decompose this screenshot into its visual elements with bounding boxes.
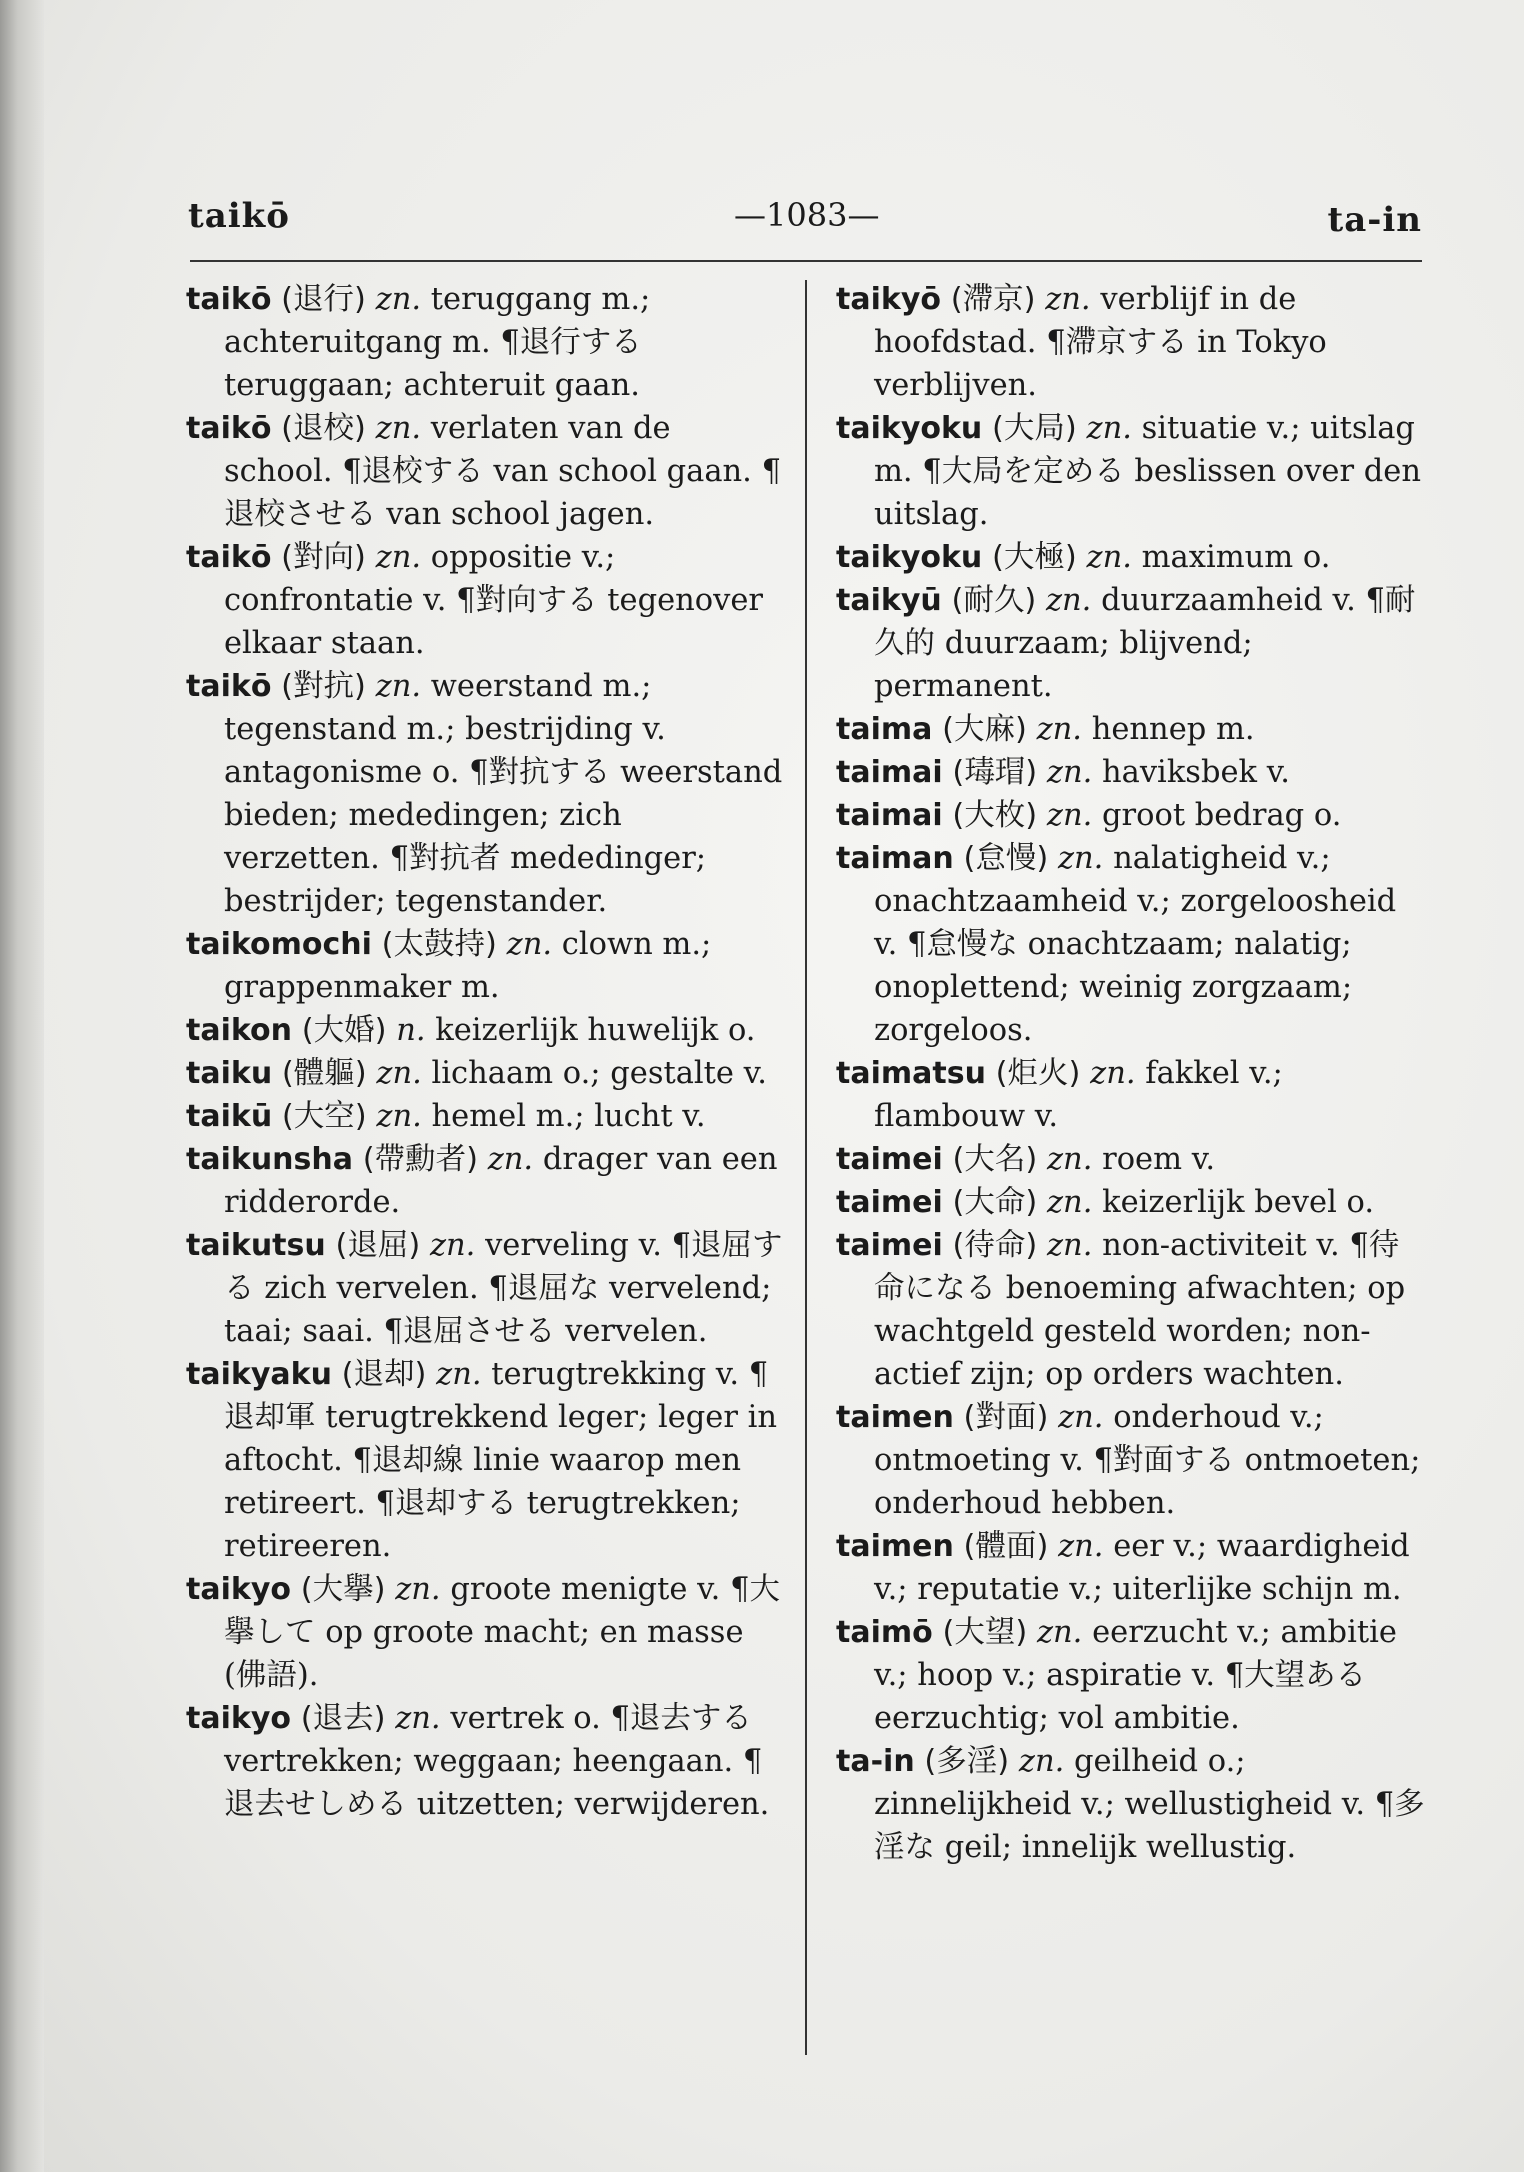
dictionary-entry: [186, 1009, 786, 1052]
entry-part-of-speech: zn.: [1058, 1529, 1104, 1564]
dictionary-entry: [836, 1740, 1426, 1869]
entry-headword: taikyoku: [836, 540, 983, 575]
entry-headword: taimei: [836, 1228, 943, 1263]
entry-headword: taimen: [836, 1400, 954, 1435]
entry-headword: taikyoku: [836, 411, 983, 446]
entry-headword: taimai: [836, 798, 943, 833]
entry-definition: vertrek o. ¶退去する vertrekken; weggaan; heengaan. ¶退去せしめる uitzetten; verwijderen.: [224, 1701, 770, 1822]
entry-part-of-speech: zn.: [1046, 1228, 1093, 1263]
dictionary-entry: [836, 708, 1426, 751]
dictionary-entry: [186, 1568, 786, 1697]
entry-definition: nalatigheid v.; onachtzaamheid v.; zorgeloosheid v. ¶怠慢な onachtzaam; nalatig; onoplettend; weinig zorgzaam; zorgeloos.: [874, 841, 1397, 1048]
entry-definition: teruggang m.; achteruitgang m. ¶退行する teruggaan; achteruit gaan.: [224, 282, 651, 403]
entry-kanji: (大局): [992, 411, 1077, 446]
entry-definition: eerzucht v.; ambitie v.; hoop v.; aspiratie v. ¶大望ある eerzuchtig; vol ambitie.: [874, 1615, 1397, 1736]
entry-kanji: (大命): [952, 1185, 1038, 1220]
entry-definition: duurzaamheid v. ¶耐久的 duurzaam; blijvend; permanent.: [874, 583, 1416, 704]
entry-headword: taikon: [186, 1013, 292, 1048]
entry-definition: weerstand m.; tegenstand m.; bestrijding v. antagonisme o. ¶對抗する weerstand bieden; mededingen; zich verzetten. ¶對抗者 mededinger; bestrijder; tegenstander.: [224, 669, 783, 919]
entry-kanji: (耐久): [951, 583, 1037, 618]
entry-kanji: (大麻): [942, 712, 1027, 747]
book-spine-shadow: [0, 0, 44, 2172]
entry-part-of-speech: zn.: [1046, 1142, 1093, 1177]
entry-part-of-speech: zn.: [436, 1357, 482, 1392]
entry-part-of-speech: zn.: [1036, 712, 1083, 747]
entry-kanji: (退校): [281, 411, 366, 446]
entry-headword: taikyo: [186, 1572, 291, 1607]
entry-kanji: (大望): [942, 1615, 1028, 1650]
entry-kanji: (體軀): [281, 1056, 367, 1091]
entry-definition: haviksbek v.: [1102, 755, 1291, 790]
entry-kanji: (帶勳者): [362, 1142, 479, 1177]
entry-definition: geilheid o.; zinnelijkheid v.; wellustigheid v. ¶多淫な geil; innelijk wellustig.: [874, 1744, 1425, 1865]
entry-part-of-speech: zn.: [1086, 411, 1132, 446]
dictionary-entry: [836, 407, 1426, 536]
dictionary-entry: [836, 536, 1426, 579]
entry-kanji: (多淫): [924, 1744, 1010, 1779]
dictionary-entry: [186, 1697, 786, 1826]
dictionary-entry: [186, 1224, 786, 1353]
entry-part-of-speech: n.: [396, 1013, 426, 1048]
entry-headword: taikō: [186, 411, 272, 446]
entry-kanji: (大枚): [952, 798, 1038, 833]
dictionary-entry: [836, 1181, 1426, 1224]
dictionary-entry: [836, 794, 1426, 837]
dictionary-entry: [836, 579, 1426, 708]
dictionary-entry: [836, 1052, 1426, 1138]
entry-definition: terugtrekking v. ¶退却軍 terugtrekkend leger; leger in aftocht. ¶退却線 linie waarop men retireert. ¶退却する terugtrekken; retireeren.: [224, 1357, 777, 1564]
entry-part-of-speech: zn.: [1046, 1185, 1093, 1220]
entry-part-of-speech: zn.: [1045, 583, 1092, 618]
entry-definition: lichaam o.; gestalte v.: [431, 1056, 767, 1091]
entry-part-of-speech: zn.: [1046, 798, 1093, 833]
dictionary-entry: [836, 837, 1426, 1052]
entry-headword: taikū: [186, 1099, 273, 1134]
entry-definition: keizerlijk huwelijk o.: [435, 1013, 756, 1048]
entry-definition: hennep m.: [1091, 712, 1255, 747]
entry-definition: groote menigte v. ¶大擧して op groote macht; en masse (佛語).: [224, 1572, 780, 1693]
dictionary-entry: [186, 923, 786, 1009]
entry-definition: keizerlijk bevel o.: [1102, 1185, 1375, 1220]
entry-definition: oppositie v.; confrontatie v. ¶對向する tegenover elkaar staan.: [224, 540, 764, 661]
entry-part-of-speech: zn.: [506, 927, 553, 962]
dictionary-entry: [186, 407, 786, 536]
entry-kanji: (大極): [992, 540, 1077, 575]
dictionary-entry: [836, 1138, 1426, 1181]
entry-kanji: (瑇瑁): [952, 755, 1038, 790]
dictionary-entry: [186, 665, 786, 923]
entry-definition: maximum o.: [1141, 540, 1331, 575]
entry-headword: taiman: [836, 841, 954, 876]
entry-part-of-speech: zn.: [1036, 1615, 1083, 1650]
entry-part-of-speech: zn.: [1058, 1400, 1104, 1435]
dictionary-entry: [186, 1353, 786, 1568]
entry-part-of-speech: zn.: [487, 1142, 534, 1177]
entry-kanji: (退去): [300, 1701, 386, 1736]
entry-part-of-speech: zn.: [1090, 1056, 1136, 1091]
dictionary-entry: [186, 1052, 786, 1095]
entry-headword: taimatsu: [836, 1056, 986, 1091]
entry-definition: groot bedrag o.: [1102, 798, 1342, 833]
entry-kanji: (大名): [952, 1142, 1038, 1177]
entry-part-of-speech: zn.: [1086, 540, 1132, 575]
entry-headword: taikyaku: [186, 1357, 332, 1392]
dictionary-entry: [836, 1396, 1426, 1525]
dictionary-entry: [186, 1138, 786, 1224]
entry-part-of-speech: zn.: [376, 1056, 422, 1091]
dictionary-entry: [836, 1611, 1426, 1740]
dictionary-entry: [836, 1525, 1426, 1611]
entry-headword: taikō: [186, 282, 272, 317]
entry-headword: taimei: [836, 1142, 943, 1177]
entry-kanji: (太鼓持): [381, 927, 497, 962]
dictionary-entry: [836, 278, 1426, 407]
entry-definition: eer v.; waardigheid v.; reputatie v.; uiterlijke schijn m.: [874, 1529, 1410, 1607]
entry-definition: verveling v. ¶退屈する zich vervelen. ¶退屈な vervelend; taai; saai. ¶退屈させる vervelen.: [224, 1228, 783, 1349]
entry-kanji: (怠慢): [963, 841, 1049, 876]
entry-part-of-speech: zn.: [375, 669, 422, 704]
entry-definition: clown m.; grappenmaker m.: [224, 927, 712, 1005]
entry-kanji: (炬火): [995, 1056, 1081, 1091]
entry-part-of-speech: zn.: [1045, 282, 1091, 317]
page-number: —1083—: [734, 196, 880, 234]
entry-headword: taiku: [186, 1056, 273, 1091]
entry-kanji: (對面): [963, 1400, 1049, 1435]
entry-part-of-speech: zn.: [395, 1572, 441, 1607]
dictionary-entry: [186, 1095, 786, 1138]
entry-kanji: (滯京): [950, 282, 1036, 317]
entry-definition: verlaten van de school. ¶退校する van school gaan. ¶退校させる van school jagen.: [224, 411, 781, 532]
entry-headword: taikutsu: [186, 1228, 326, 1263]
entry-definition: verblijf in de hoofdstad. ¶滯京する in Tokyo verblijven.: [874, 282, 1327, 403]
entry-headword: taimei: [836, 1185, 943, 1220]
entry-headword: taimō: [836, 1615, 933, 1650]
entry-headword: taimen: [836, 1529, 954, 1564]
dictionary-entry: [836, 1224, 1426, 1396]
dictionary-entry: [186, 278, 786, 407]
entry-part-of-speech: zn.: [1046, 755, 1093, 790]
entry-kanji: (退却): [341, 1357, 427, 1392]
right-column: [836, 278, 1426, 1869]
entry-definition: hemel m.; lucht v.: [431, 1099, 706, 1134]
entry-headword: taima: [836, 712, 933, 747]
header-guide-word-left: taikō: [188, 196, 290, 236]
entry-part-of-speech: zn.: [429, 1228, 476, 1263]
dictionary-entry: [836, 751, 1426, 794]
entry-kanji: (大空): [281, 1099, 367, 1134]
dictionary-entry: [186, 536, 786, 665]
entry-part-of-speech: zn.: [395, 1701, 441, 1736]
entry-headword: taikō: [186, 540, 272, 575]
entry-part-of-speech: zn.: [1057, 841, 1104, 876]
entry-definition: non-activiteit v. ¶待命になる benoeming afwachten; op wachtgeld gesteld worden; non-actief zijn; op orders wachten.: [874, 1228, 1406, 1392]
left-column: [186, 278, 786, 1826]
entry-definition: drager van een ridderorde.: [224, 1142, 778, 1220]
entry-kanji: (退屈): [335, 1228, 421, 1263]
entry-headword: taikunsha: [186, 1142, 353, 1177]
entry-kanji: (對向): [281, 540, 366, 575]
entry-kanji: (退行): [281, 282, 366, 317]
entry-part-of-speech: zn.: [375, 282, 422, 317]
entry-definition: situatie v.; uitslag m. ¶大局を定める beslissen over den uitslag.: [874, 411, 1421, 532]
entry-definition: roem v.: [1102, 1142, 1216, 1177]
page-header: [188, 196, 1422, 246]
entry-kanji: (體面): [963, 1529, 1049, 1564]
entry-definition: onderhoud v.; ontmoeting v. ¶對面する ontmoeten; onderhoud hebben.: [874, 1400, 1421, 1521]
entry-part-of-speech: zn.: [1018, 1744, 1065, 1779]
entry-headword: taikyō: [836, 282, 941, 317]
column-divider: [805, 280, 807, 2055]
entry-kanji: (大婚): [301, 1013, 387, 1048]
entry-headword: taikyū: [836, 583, 942, 618]
entry-definition: fakkel v.; flambouw v.: [874, 1056, 1283, 1134]
entry-part-of-speech: zn.: [375, 540, 422, 575]
header-rule: [190, 260, 1422, 262]
entry-kanji: (大擧): [300, 1572, 386, 1607]
entry-headword: ta-in: [836, 1744, 915, 1779]
entry-part-of-speech: zn.: [376, 1099, 422, 1134]
entry-headword: taimai: [836, 755, 943, 790]
entry-headword: taikyo: [186, 1701, 291, 1736]
entry-headword: taikomochi: [186, 927, 372, 962]
entry-kanji: (對抗): [281, 669, 366, 704]
entry-kanji: (待命): [952, 1228, 1038, 1263]
entry-part-of-speech: zn.: [375, 411, 422, 446]
entry-headword: taikō: [186, 669, 272, 704]
header-guide-word-right: ta-in: [1327, 200, 1422, 240]
